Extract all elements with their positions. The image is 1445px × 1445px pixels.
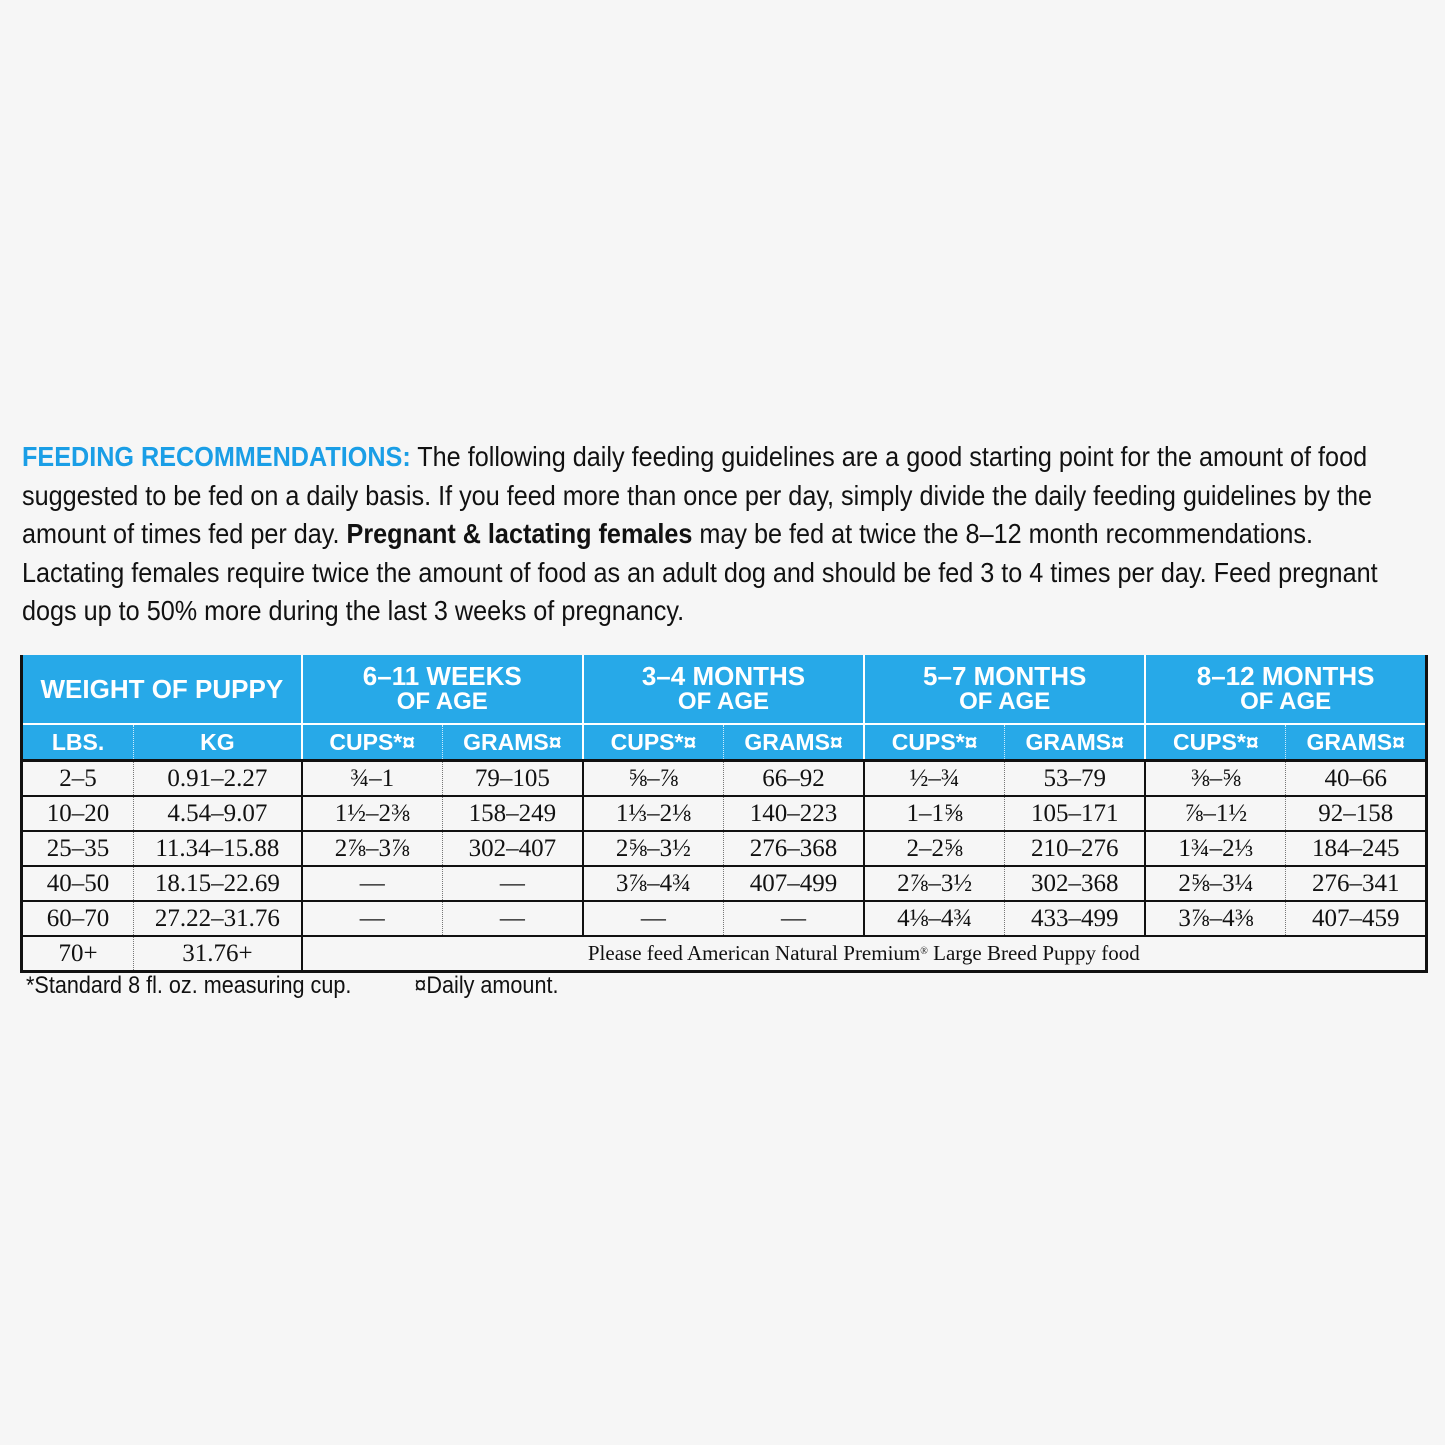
cell-cups: 2⅞–3½ xyxy=(864,866,1005,901)
cell-cups: 4⅛–4¾ xyxy=(864,901,1005,936)
cell-kg: 4.54–9.07 xyxy=(134,796,302,831)
feeding-table xyxy=(20,655,1428,973)
feeding-intro-paragraph xyxy=(22,438,1422,631)
col-header-kg: KG xyxy=(134,724,302,761)
large-breed-note: Please feed American Natural Premium® Large Breed Puppy food xyxy=(302,936,1427,972)
cell-cups: ⅜–⅝ xyxy=(1145,761,1286,797)
cell-grams: 407–499 xyxy=(723,866,864,901)
cell-grams: — xyxy=(442,901,583,936)
pregnant-lactating-bold: Pregnant & lactating females xyxy=(346,518,693,549)
footnote-cup: *Standard 8 fl. oz. measuring cup. xyxy=(26,972,352,999)
cell-grams: 105–171 xyxy=(1005,796,1146,831)
cell-cups: 3⅞–4¾ xyxy=(583,866,724,901)
cell-grams: 92–158 xyxy=(1286,796,1427,831)
weight-of-puppy-header: WEIGHT OF PUPPY xyxy=(22,655,302,724)
table-row xyxy=(22,901,1427,936)
cell-grams: — xyxy=(723,901,864,936)
cell-cups: 2⅞–3⅞ xyxy=(302,831,443,866)
feeding-recommendations-heading: FEEDING RECOMMENDATIONS: xyxy=(22,441,411,472)
cell-cups: 2–2⅝ xyxy=(864,831,1005,866)
table-row-last xyxy=(22,936,1427,972)
cell-cups: 1–1⅝ xyxy=(864,796,1005,831)
cell-cups: ½–¾ xyxy=(864,761,1005,797)
cell-grams: 53–79 xyxy=(1005,761,1146,797)
col-header-lbs: LBS. xyxy=(22,724,134,761)
col-header-cups: CUPS*¤ xyxy=(583,724,724,761)
cell-lbs: 60–70 xyxy=(22,901,134,936)
cell-cups: 3⅞–4⅜ xyxy=(1145,901,1286,936)
cell-grams: 184–245 xyxy=(1286,831,1427,866)
cell-grams: 140–223 xyxy=(723,796,864,831)
cell-grams: 210–276 xyxy=(1005,831,1146,866)
intro-text-part1: The following daily feeding guidelines are a good starting point for the amount of food suggested to be fed on a daily basis. If you feed more than once per day, simply divide the daily feeding guidelines by the amount of times fed per day. xyxy=(22,441,1372,549)
col-header-cups: CUPS*¤ xyxy=(302,724,443,761)
table-row xyxy=(22,761,1427,797)
cell-kg: 18.15–22.69 xyxy=(134,866,302,901)
footnote-daily: ¤Daily amount. xyxy=(414,972,559,999)
table-row xyxy=(22,796,1427,831)
cell-lbs: 10–20 xyxy=(22,796,134,831)
intro-text-part2: may be fed at twice the 8–12 month recommendations. Lactating females require twice the amount of food as an adult dog and should be fed 3 to 4 times per day. Feed pregnant dogs up to 50% more during the last 3 weeks of pregnancy. xyxy=(22,518,1378,626)
cell-cups: ⅞–1½ xyxy=(1145,796,1286,831)
cell-grams: 40–66 xyxy=(1286,761,1427,797)
col-header-grams: GRAMS¤ xyxy=(1005,724,1146,761)
cell-cups: ¾–1 xyxy=(302,761,443,797)
table-row xyxy=(22,831,1427,866)
cell-grams: 276–368 xyxy=(723,831,864,866)
feeding-table-body xyxy=(22,761,1427,972)
cell-cups: 2⅝–3¼ xyxy=(1145,866,1286,901)
cell-cups: 1⅓–2⅛ xyxy=(583,796,724,831)
cell-grams: 407–459 xyxy=(1286,901,1427,936)
group-header-3-4-months: 3–4 MONTHS OF AGE xyxy=(583,655,864,724)
cell-lbs: 70+ xyxy=(22,936,134,972)
cell-grams: 302–407 xyxy=(442,831,583,866)
col-header-grams: GRAMS¤ xyxy=(1286,724,1427,761)
cell-grams: 66–92 xyxy=(723,761,864,797)
cell-cups: — xyxy=(302,901,443,936)
cell-cups: ⅝–⅞ xyxy=(583,761,724,797)
group-header-6-11-weeks: 6–11 WEEKS OF AGE xyxy=(302,655,583,724)
col-header-cups: CUPS*¤ xyxy=(864,724,1005,761)
group-header-5-7-months: 5–7 MONTHS OF AGE xyxy=(864,655,1145,724)
cell-lbs: 40–50 xyxy=(22,866,134,901)
cell-grams: — xyxy=(442,866,583,901)
cell-cups: — xyxy=(583,901,724,936)
col-header-grams: GRAMS¤ xyxy=(442,724,583,761)
cell-cups: 1¾–2⅓ xyxy=(1145,831,1286,866)
cell-grams: 433–499 xyxy=(1005,901,1146,936)
cell-grams: 302–368 xyxy=(1005,866,1146,901)
table-row xyxy=(22,866,1427,901)
footnotes xyxy=(26,972,558,1000)
cell-grams: 276–341 xyxy=(1286,866,1427,901)
cell-kg: 31.76+ xyxy=(134,936,302,972)
col-header-cups: CUPS*¤ xyxy=(1145,724,1286,761)
cell-lbs: 25–35 xyxy=(22,831,134,866)
cell-kg: 11.34–15.88 xyxy=(134,831,302,866)
cell-grams: 158–249 xyxy=(442,796,583,831)
group-header-8-12-months: 8–12 MONTHS OF AGE xyxy=(1145,655,1426,724)
cell-cups: 1½–2⅜ xyxy=(302,796,443,831)
cell-cups: 2⅝–3½ xyxy=(583,831,724,866)
cell-cups: — xyxy=(302,866,443,901)
cell-lbs: 2–5 xyxy=(22,761,134,797)
col-header-grams: GRAMS¤ xyxy=(723,724,864,761)
cell-kg: 27.22–31.76 xyxy=(134,901,302,936)
cell-kg: 0.91–2.27 xyxy=(134,761,302,797)
cell-grams: 79–105 xyxy=(442,761,583,797)
